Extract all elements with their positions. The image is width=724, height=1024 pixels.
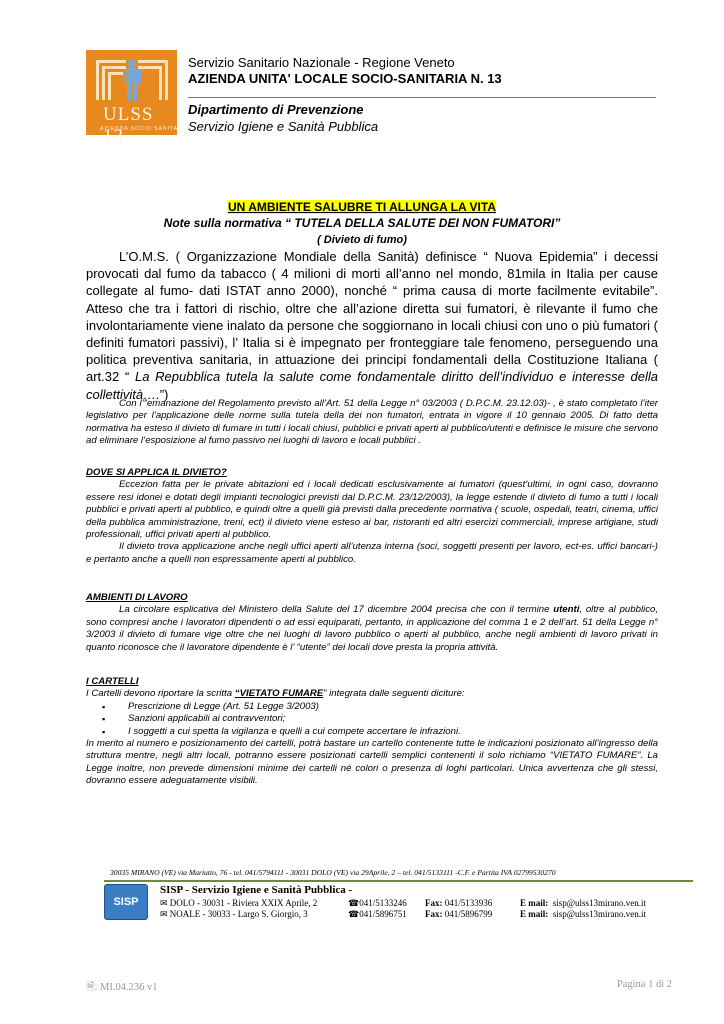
footer-dolo-phone: ☎041/5133246 [348,898,407,908]
header-divider [188,97,656,98]
list-item: ▪ I soggetti a cui spetta la vigilanza e quelli a cui compete accertare le infrazioni. [102,726,658,738]
human-figure-icon [122,58,142,102]
logo-label: ULSS 13 [103,104,154,147]
subtitle-note: ( Divieto di fumo) [317,234,407,246]
footer-dolo-fax: Fax: 041/5133936 [425,898,493,908]
header-line1: Servizio Sanitario Nazionale - Regione Veneto [188,55,455,70]
page-number: Pagina 1 di 2 [616,979,672,990]
ulss-logo [86,50,190,147]
section-where-p1: Eccezion fatta per le private abitazioni ed i locali dedicati esclusivamente ai fumatori (quest’ultimi, in ogni caso, dovranno essere resi idonei e dotati degli impianti tecnologici previsti dal D.P.C.M. 23/12/2003), la legge estende il divieto di fumo a tutti i locali pubblici e privati aperti al pubblico, e quindi oltre a quelli già previsti dalla precedente normativa ( scuole, ospedali, teatri, cinema, uffici della pubblica amministrazione, treni, ect) il divieto viene esteso ai bar, ristoranti ed altri esercizi commerciali, imprese artigiane, studi professionali, uffici privati aperti al pubblico. [86,479,658,541]
footer-noale-email: E mail: sisp@ulss13mirano.ven.it [520,909,647,919]
footer-noale-address: ✉ NOALE - 30033 - Largo S. Giorgio, 3 [160,909,308,919]
list-item: ▪ Prescrizione di Legge (Art. 51 Legge 3/2003) [102,701,658,713]
section-signs-closing: In merito al numero e posizionamento dei cartelli, potrà bastare un cartello contenente tutte le indicazioni posizionato all’ingresso della struttura mentre, negli altri locali, potranno essere posizionati cartelli semplici contenenti il solo richiamo “VIETATO FUMARE”. La Legge inoltre, non prevede dimensioni minime dei cartelli né colori o presenza di loghi particolari. Unica avvertenza che gli stessi, dovranno essere adeguatamente visibili. [86,738,658,787]
section-work [86,592,658,654]
footer-noale-fax: Fax: 041/5896799 [425,909,493,919]
document-code: 🗎: MI.04.236 v1 [86,982,158,993]
section-work-heading: AMBIENTI DI LAVORO [86,592,188,603]
section-signs [86,676,658,788]
section-signs-intro: I Cartelli devono riportare la scritta “VIETATO FUMARE” integrata dalle seguenti diciture: [86,688,465,700]
sisp-logo: SISP [104,884,148,920]
section-where-heading: DOVE SI APPLICA IL DIVIETO? [86,467,227,478]
section-where [86,467,658,566]
intro-paragraph: L’O.M.S. ( Organizzazione Mondiale della Sanità) definisce “ Nuova Epidemia” i decessi provocati dal fumo da tabacco ( 4 milioni di morti all’anno nel mondo, 81mila in Italia per cause collegate al fumo- dati ISTAT anno 2000), nonché “ prima causa di morte facilmente evitabile”. Atteso che tra i fattori di rischio, oltre che all’azione diretta sui fumatori, è rilevante il fumo che involontariamente viene inalato da persone che soggiornano in locali chiusi con uno o più fumatori ( definiti fumatori passivi), l’ Italia si è impegnato per fronteggiare tale fenomeno, perseguendo una politica preventiva sanitaria, in attuazione dei principi fondamentali della Costituzione Italiana ( art.32 “ La Repubblica tutela la salute come fondamentale diritto dell’individuo e interesse della collettività….”) [86,249,658,402]
footer-noale-phone: ☎041/5896751 [348,909,407,919]
section-work-p1: La circolare esplicativa del Ministero della Salute del 17 dicembre 2004 precisa che con il termine utenti, oltre al pubblico, sono compresi anche i lavoratori dipendenti o ad essi equiparati, pertanto, in applicazione del comma 1 e 2 dell’art. 51 della Legge n° 3/2003 il divieto di fumare vige oltre che nei luoghi di lavoro pubblico o aperti al pubblico, anche negli ambienti di lavoro privati in quanto riconosce che il lavoratore dipendente è l’ “utente” dei locali dove presta la propria attività. [86,604,658,653]
list-item: ▪ Sanzioni applicabili ai contravventori; [102,713,658,725]
headline: UN AMBIENTE SALUBRE TI ALLUNGA LA VITA [228,200,496,214]
section-signs-heading: I CARTELLI [86,676,139,687]
footer-dolo-address: ✉ DOLO - 30031 - Riviera XXIX Aprile, 2 [160,898,318,908]
logo-sublabel: AZIENDA SOCIO SANITARIA [100,126,190,132]
subtitle: Note sulla normativa “ TUTELA DELLA SALUTE DEI NON FUMATORI” [163,216,561,230]
section-where-p2: Il divieto trova applicazione anche negli uffici aperti all’utenza interna (soci, soggetti presenti per lavoro, ect-es. uffici bancari-) e pertanto anche a quelli non espressamente aperti al pubblico. [86,541,658,565]
header-line2: AZIENDA UNITA' LOCALE SOCIO-SANITARIA N. 13 [188,71,502,86]
signs-list [86,701,658,738]
envelope-icon: ✉ [160,909,168,919]
phone-icon: ☎ [348,909,360,919]
footer-sisp-title: SISP - Servizio Igiene e Sanità Pubblica - [160,884,353,896]
header-service: Servizio Igiene e Sanità Pubblica [188,119,379,134]
header-department: Dipartimento di Prevenzione [188,102,364,117]
regulation-paragraph: Con l’”emanazione del Regolamento previsto all’Art. 51 della Legge n° 03/2003 ( D.P.C.M. 23.12.03)- , è stato completato l’iter legislativo per l’applicazione delle norme sulla tutela della dei non fumatori, entrata in vigore il 10 gennaio 2005. Di fatto detta normativa ha esteso il divieto di fumare in tutti i locali chiusi, pubblici e privati aperti al pubblico/utenti e definisce le misure che servono ad eliminare l’esposizione al fumo passivo nei luoghi di lavoro e locali pubblici . [86,398,658,447]
footer-address: 30035 MIRANO (VE) via Mariutto, 76 - tel. 041/5794111 - 30031 DOLO (VE) via 29Aprile, 2 – tel. 041/5133111 -C.F. e Partita IVA 02799530270 [110,868,556,877]
envelope-icon: ✉ [160,898,168,908]
phone-icon: ☎ [348,898,360,908]
footer-divider [104,880,693,882]
footer-dolo-email: E mail: sisp@ulss13mirano.ven.it [520,898,647,908]
document-icon: 🗎 [86,982,95,993]
